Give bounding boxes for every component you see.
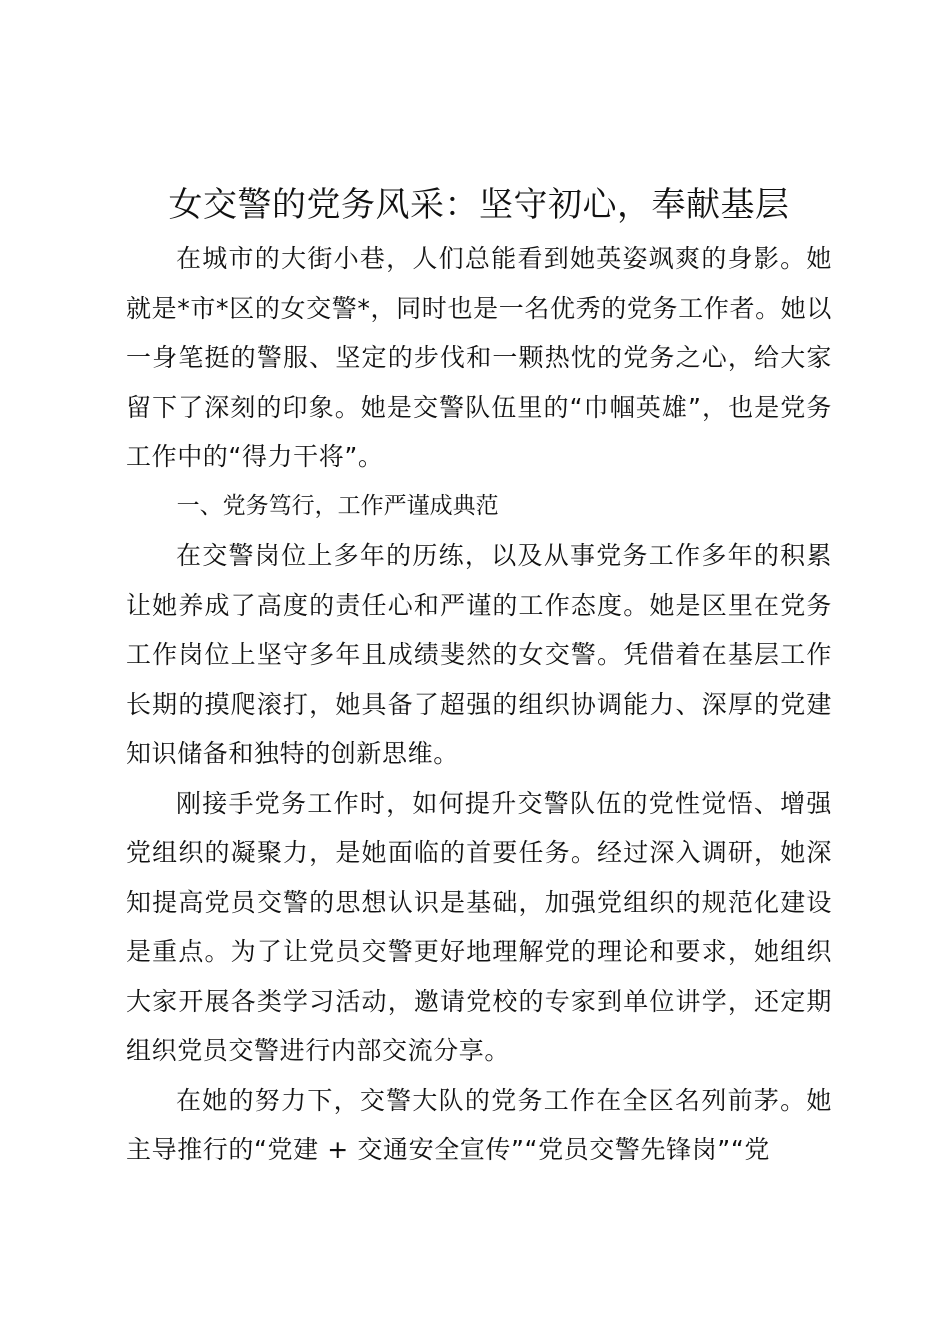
section-heading-1: 一、党务笃行，工作严谨成典范 xyxy=(176,492,499,519)
body-paragraph-2: 刚接手党务工作时，如何提升交警队伍的党性觉悟、增强党组织的凝聚力，是她面临的首要任务。经过深入调研，她深知提高党员交警的思想认识是基础，加强党组织的规范化建设是重点。为了让党员交警更好地理解党的理论和要求，她组织大家开展各类学习活动，邀请党校的专家到单位讲学，还定期组织党员交警进行内部交流分享。 xyxy=(126,788,832,1065)
document-page xyxy=(126,176,832,1175)
intro-paragraph: 在城市的大街小巷，人们总能看到她英姿飒爽的身影。她就是*市*区的女交警*，同时也是一名优秀的党务工作者。她以一身笔挺的警服、坚定的步伐和一颗热忱的党务之心，给大家留下了深刻的印象。她是交警队伍里的“巾帼英雄”，也是党务工作中的“得力干将”。 xyxy=(126,244,832,471)
body-paragraph-1: 在交警岗位上多年的历练，以及从事党务工作多年的积累让她养成了高度的责任心和严谨的工作态度。她是区里在党务工作岗位上坚守多年且成绩斐然的女交警。凭借着在基层工作长期的摸爬滚打，她具备了超强的组织协调能力、深厚的党建知识储备和独特的创新思维。 xyxy=(126,541,832,768)
body-paragraph-3: 在她的努力下，交警大队的党务工作在全区名列前茅。她主导推行的“党建 + 交通安全宣传”“党员交警先锋岗”“党 xyxy=(126,1085,832,1164)
document-title: 女交警的党务风采：坚守初心，奉献基层 xyxy=(168,185,790,225)
